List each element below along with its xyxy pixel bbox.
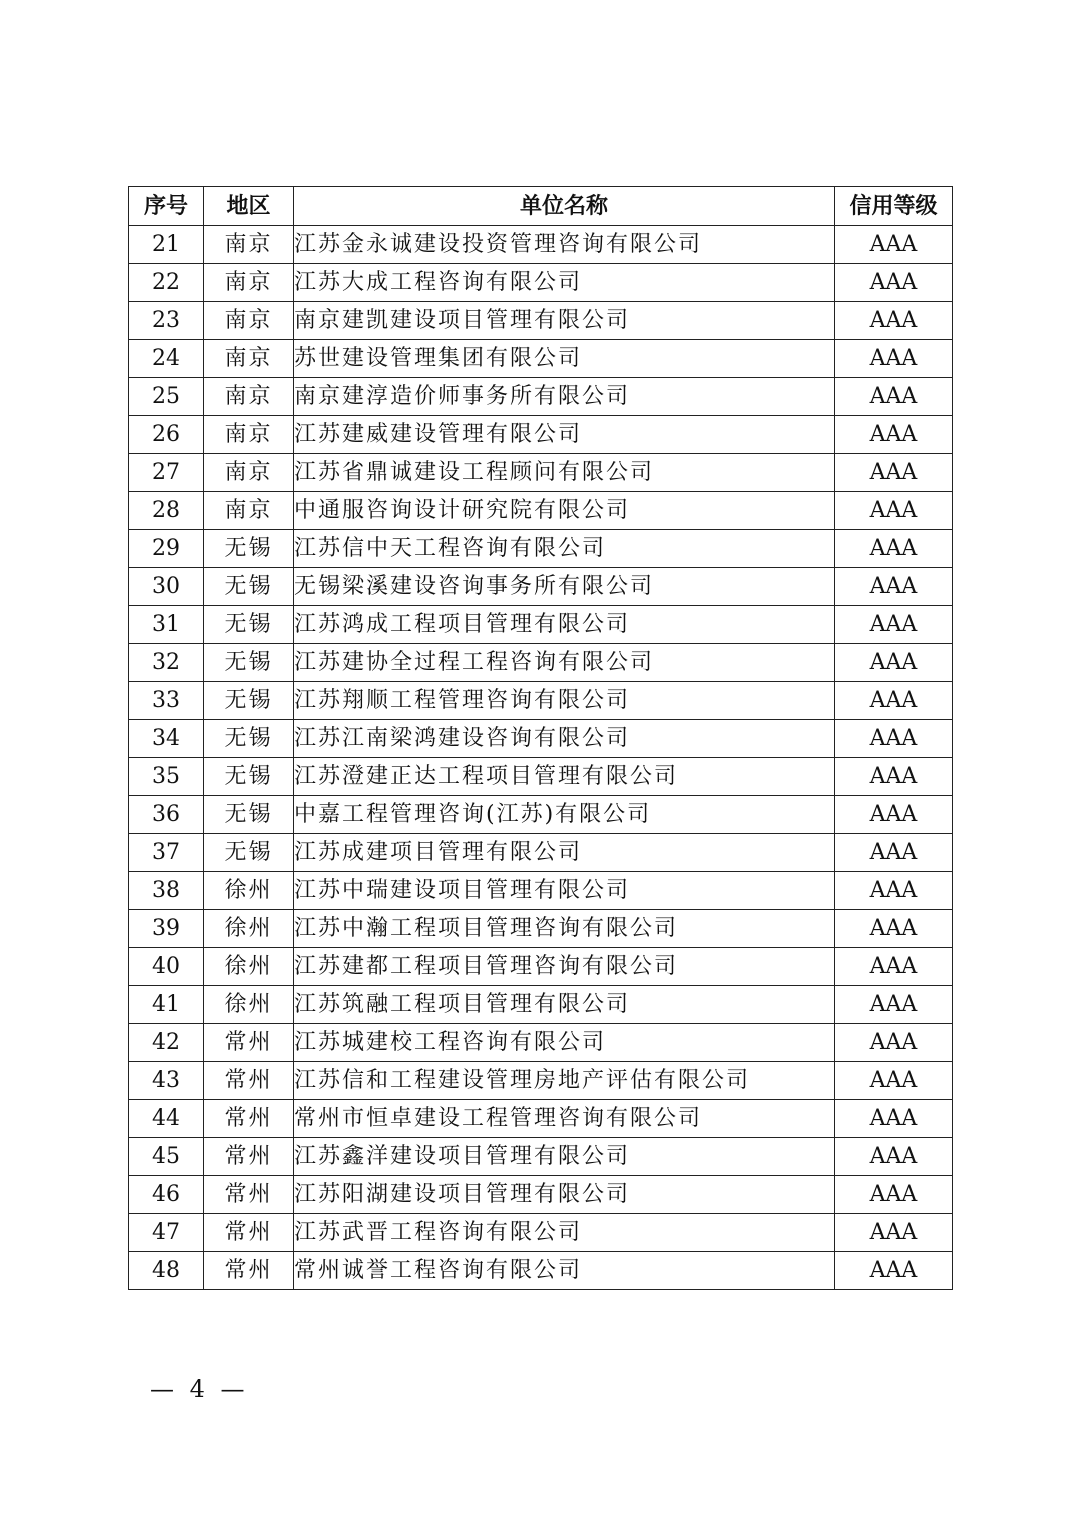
row-no: 48	[129, 1252, 204, 1290]
row-company-name: 江苏鑫洋建设项目管理有限公司	[294, 1138, 835, 1176]
row-no: 24	[129, 340, 204, 378]
row-region: 南京	[204, 226, 294, 264]
row-no: 29	[129, 530, 204, 568]
table-row	[129, 644, 953, 682]
row-company-name: 常州诚誉工程咨询有限公司	[294, 1252, 835, 1290]
row-credit-grade: AAA	[835, 1214, 953, 1252]
row-region: 南京	[204, 378, 294, 416]
row-company-name: 江苏筑融工程项目管理有限公司	[294, 986, 835, 1024]
table-row	[129, 530, 953, 568]
row-no: 23	[129, 302, 204, 340]
header-no: 序号	[129, 187, 204, 226]
row-no: 21	[129, 226, 204, 264]
table-row	[129, 568, 953, 606]
row-credit-grade: AAA	[835, 378, 953, 416]
row-no: 42	[129, 1024, 204, 1062]
row-credit-grade: AAA	[835, 1252, 953, 1290]
row-company-name: 南京建凯建设项目管理有限公司	[294, 302, 835, 340]
table-body	[129, 226, 953, 1290]
row-region: 徐州	[204, 910, 294, 948]
row-credit-grade: AAA	[835, 834, 953, 872]
row-region: 无锡	[204, 568, 294, 606]
row-region: 无锡	[204, 796, 294, 834]
row-no: 41	[129, 986, 204, 1024]
row-credit-grade: AAA	[835, 1062, 953, 1100]
row-company-name: 常州市恒卓建设工程管理咨询有限公司	[294, 1100, 835, 1138]
row-no: 46	[129, 1176, 204, 1214]
row-company-name: 江苏建协全过程工程咨询有限公司	[294, 644, 835, 682]
row-credit-grade: AAA	[835, 796, 953, 834]
credit-rating-table	[128, 186, 953, 1290]
row-no: 26	[129, 416, 204, 454]
table-row	[129, 872, 953, 910]
row-credit-grade: AAA	[835, 340, 953, 378]
row-credit-grade: AAA	[835, 264, 953, 302]
row-credit-grade: AAA	[835, 302, 953, 340]
page-number: — 4 —	[150, 1375, 249, 1403]
table-row	[129, 986, 953, 1024]
row-region: 南京	[204, 492, 294, 530]
row-region: 南京	[204, 454, 294, 492]
row-company-name: 江苏建都工程项目管理咨询有限公司	[294, 948, 835, 986]
row-company-name: 江苏鸿成工程项目管理有限公司	[294, 606, 835, 644]
header-grade: 信用等级	[835, 187, 953, 226]
row-region: 无锡	[204, 682, 294, 720]
table-row	[129, 948, 953, 986]
row-no: 43	[129, 1062, 204, 1100]
row-region: 南京	[204, 302, 294, 340]
table-row	[129, 264, 953, 302]
row-no: 37	[129, 834, 204, 872]
table-row	[129, 378, 953, 416]
row-region: 无锡	[204, 720, 294, 758]
table-row	[129, 1024, 953, 1062]
row-company-name: 江苏武晋工程咨询有限公司	[294, 1214, 835, 1252]
row-company-name: 江苏金永诚建设投资管理咨询有限公司	[294, 226, 835, 264]
row-credit-grade: AAA	[835, 1024, 953, 1062]
row-credit-grade: AAA	[835, 682, 953, 720]
row-company-name: 江苏中瀚工程项目管理咨询有限公司	[294, 910, 835, 948]
row-no: 44	[129, 1100, 204, 1138]
row-no: 32	[129, 644, 204, 682]
row-region: 常州	[204, 1024, 294, 1062]
row-company-name: 江苏城建校工程咨询有限公司	[294, 1024, 835, 1062]
table-row	[129, 226, 953, 264]
row-credit-grade: AAA	[835, 720, 953, 758]
row-company-name: 江苏信中天工程咨询有限公司	[294, 530, 835, 568]
row-company-name: 中通服咨询设计研究院有限公司	[294, 492, 835, 530]
table-header-row	[129, 187, 953, 226]
row-credit-grade: AAA	[835, 1176, 953, 1214]
row-credit-grade: AAA	[835, 606, 953, 644]
row-company-name: 江苏省鼎诚建设工程顾问有限公司	[294, 454, 835, 492]
row-credit-grade: AAA	[835, 1138, 953, 1176]
row-no: 25	[129, 378, 204, 416]
row-credit-grade: AAA	[835, 416, 953, 454]
row-company-name: 江苏大成工程咨询有限公司	[294, 264, 835, 302]
row-credit-grade: AAA	[835, 910, 953, 948]
row-region: 南京	[204, 264, 294, 302]
table-row	[129, 1062, 953, 1100]
row-region: 南京	[204, 340, 294, 378]
row-company-name: 无锡梁溪建设咨询事务所有限公司	[294, 568, 835, 606]
row-region: 无锡	[204, 834, 294, 872]
table-row	[129, 682, 953, 720]
row-region: 徐州	[204, 986, 294, 1024]
row-credit-grade: AAA	[835, 758, 953, 796]
row-credit-grade: AAA	[835, 872, 953, 910]
table-row	[129, 454, 953, 492]
row-no: 34	[129, 720, 204, 758]
row-company-name: 江苏阳湖建设项目管理有限公司	[294, 1176, 835, 1214]
row-company-name: 江苏江南梁鸿建设咨询有限公司	[294, 720, 835, 758]
header-region: 地区	[204, 187, 294, 226]
row-no: 35	[129, 758, 204, 796]
table-row	[129, 1100, 953, 1138]
row-company-name: 江苏中瑞建设项目管理有限公司	[294, 872, 835, 910]
row-no: 38	[129, 872, 204, 910]
row-no: 45	[129, 1138, 204, 1176]
row-region: 无锡	[204, 644, 294, 682]
row-region: 徐州	[204, 872, 294, 910]
row-no: 47	[129, 1214, 204, 1252]
row-company-name: 苏世建设管理集团有限公司	[294, 340, 835, 378]
table-row	[129, 340, 953, 378]
row-no: 36	[129, 796, 204, 834]
table-row	[129, 910, 953, 948]
row-company-name: 江苏翔顺工程管理咨询有限公司	[294, 682, 835, 720]
row-region: 徐州	[204, 948, 294, 986]
table-row	[129, 492, 953, 530]
table-row	[129, 1214, 953, 1252]
row-region: 无锡	[204, 606, 294, 644]
row-company-name: 江苏建威建设管理有限公司	[294, 416, 835, 454]
row-credit-grade: AAA	[835, 492, 953, 530]
table-row	[129, 720, 953, 758]
table-row	[129, 302, 953, 340]
row-credit-grade: AAA	[835, 948, 953, 986]
header-name: 单位名称	[294, 187, 835, 226]
table-row	[129, 606, 953, 644]
row-credit-grade: AAA	[835, 644, 953, 682]
row-company-name: 江苏澄建正达工程项目管理有限公司	[294, 758, 835, 796]
row-region: 常州	[204, 1176, 294, 1214]
row-credit-grade: AAA	[835, 530, 953, 568]
row-company-name: 江苏成建项目管理有限公司	[294, 834, 835, 872]
row-no: 33	[129, 682, 204, 720]
row-credit-grade: AAA	[835, 226, 953, 264]
row-credit-grade: AAA	[835, 454, 953, 492]
row-credit-grade: AAA	[835, 1100, 953, 1138]
row-region: 南京	[204, 416, 294, 454]
row-company-name: 南京建淳造价师事务所有限公司	[294, 378, 835, 416]
row-region: 常州	[204, 1100, 294, 1138]
table-row	[129, 1252, 953, 1290]
row-region: 常州	[204, 1138, 294, 1176]
row-credit-grade: AAA	[835, 568, 953, 606]
row-company-name: 江苏信和工程建设管理房地产评估有限公司	[294, 1062, 835, 1100]
table-row	[129, 1176, 953, 1214]
table-row	[129, 416, 953, 454]
row-region: 常州	[204, 1062, 294, 1100]
row-no: 28	[129, 492, 204, 530]
row-region: 常州	[204, 1252, 294, 1290]
table-row	[129, 1138, 953, 1176]
table-row	[129, 834, 953, 872]
row-region: 无锡	[204, 530, 294, 568]
row-no: 22	[129, 264, 204, 302]
table-row	[129, 796, 953, 834]
row-no: 27	[129, 454, 204, 492]
row-no: 40	[129, 948, 204, 986]
row-region: 无锡	[204, 758, 294, 796]
row-company-name: 中嘉工程管理咨询(江苏)有限公司	[294, 796, 835, 834]
row-no: 30	[129, 568, 204, 606]
row-no: 39	[129, 910, 204, 948]
row-region: 常州	[204, 1214, 294, 1252]
table-row	[129, 758, 953, 796]
row-no: 31	[129, 606, 204, 644]
row-credit-grade: AAA	[835, 986, 953, 1024]
